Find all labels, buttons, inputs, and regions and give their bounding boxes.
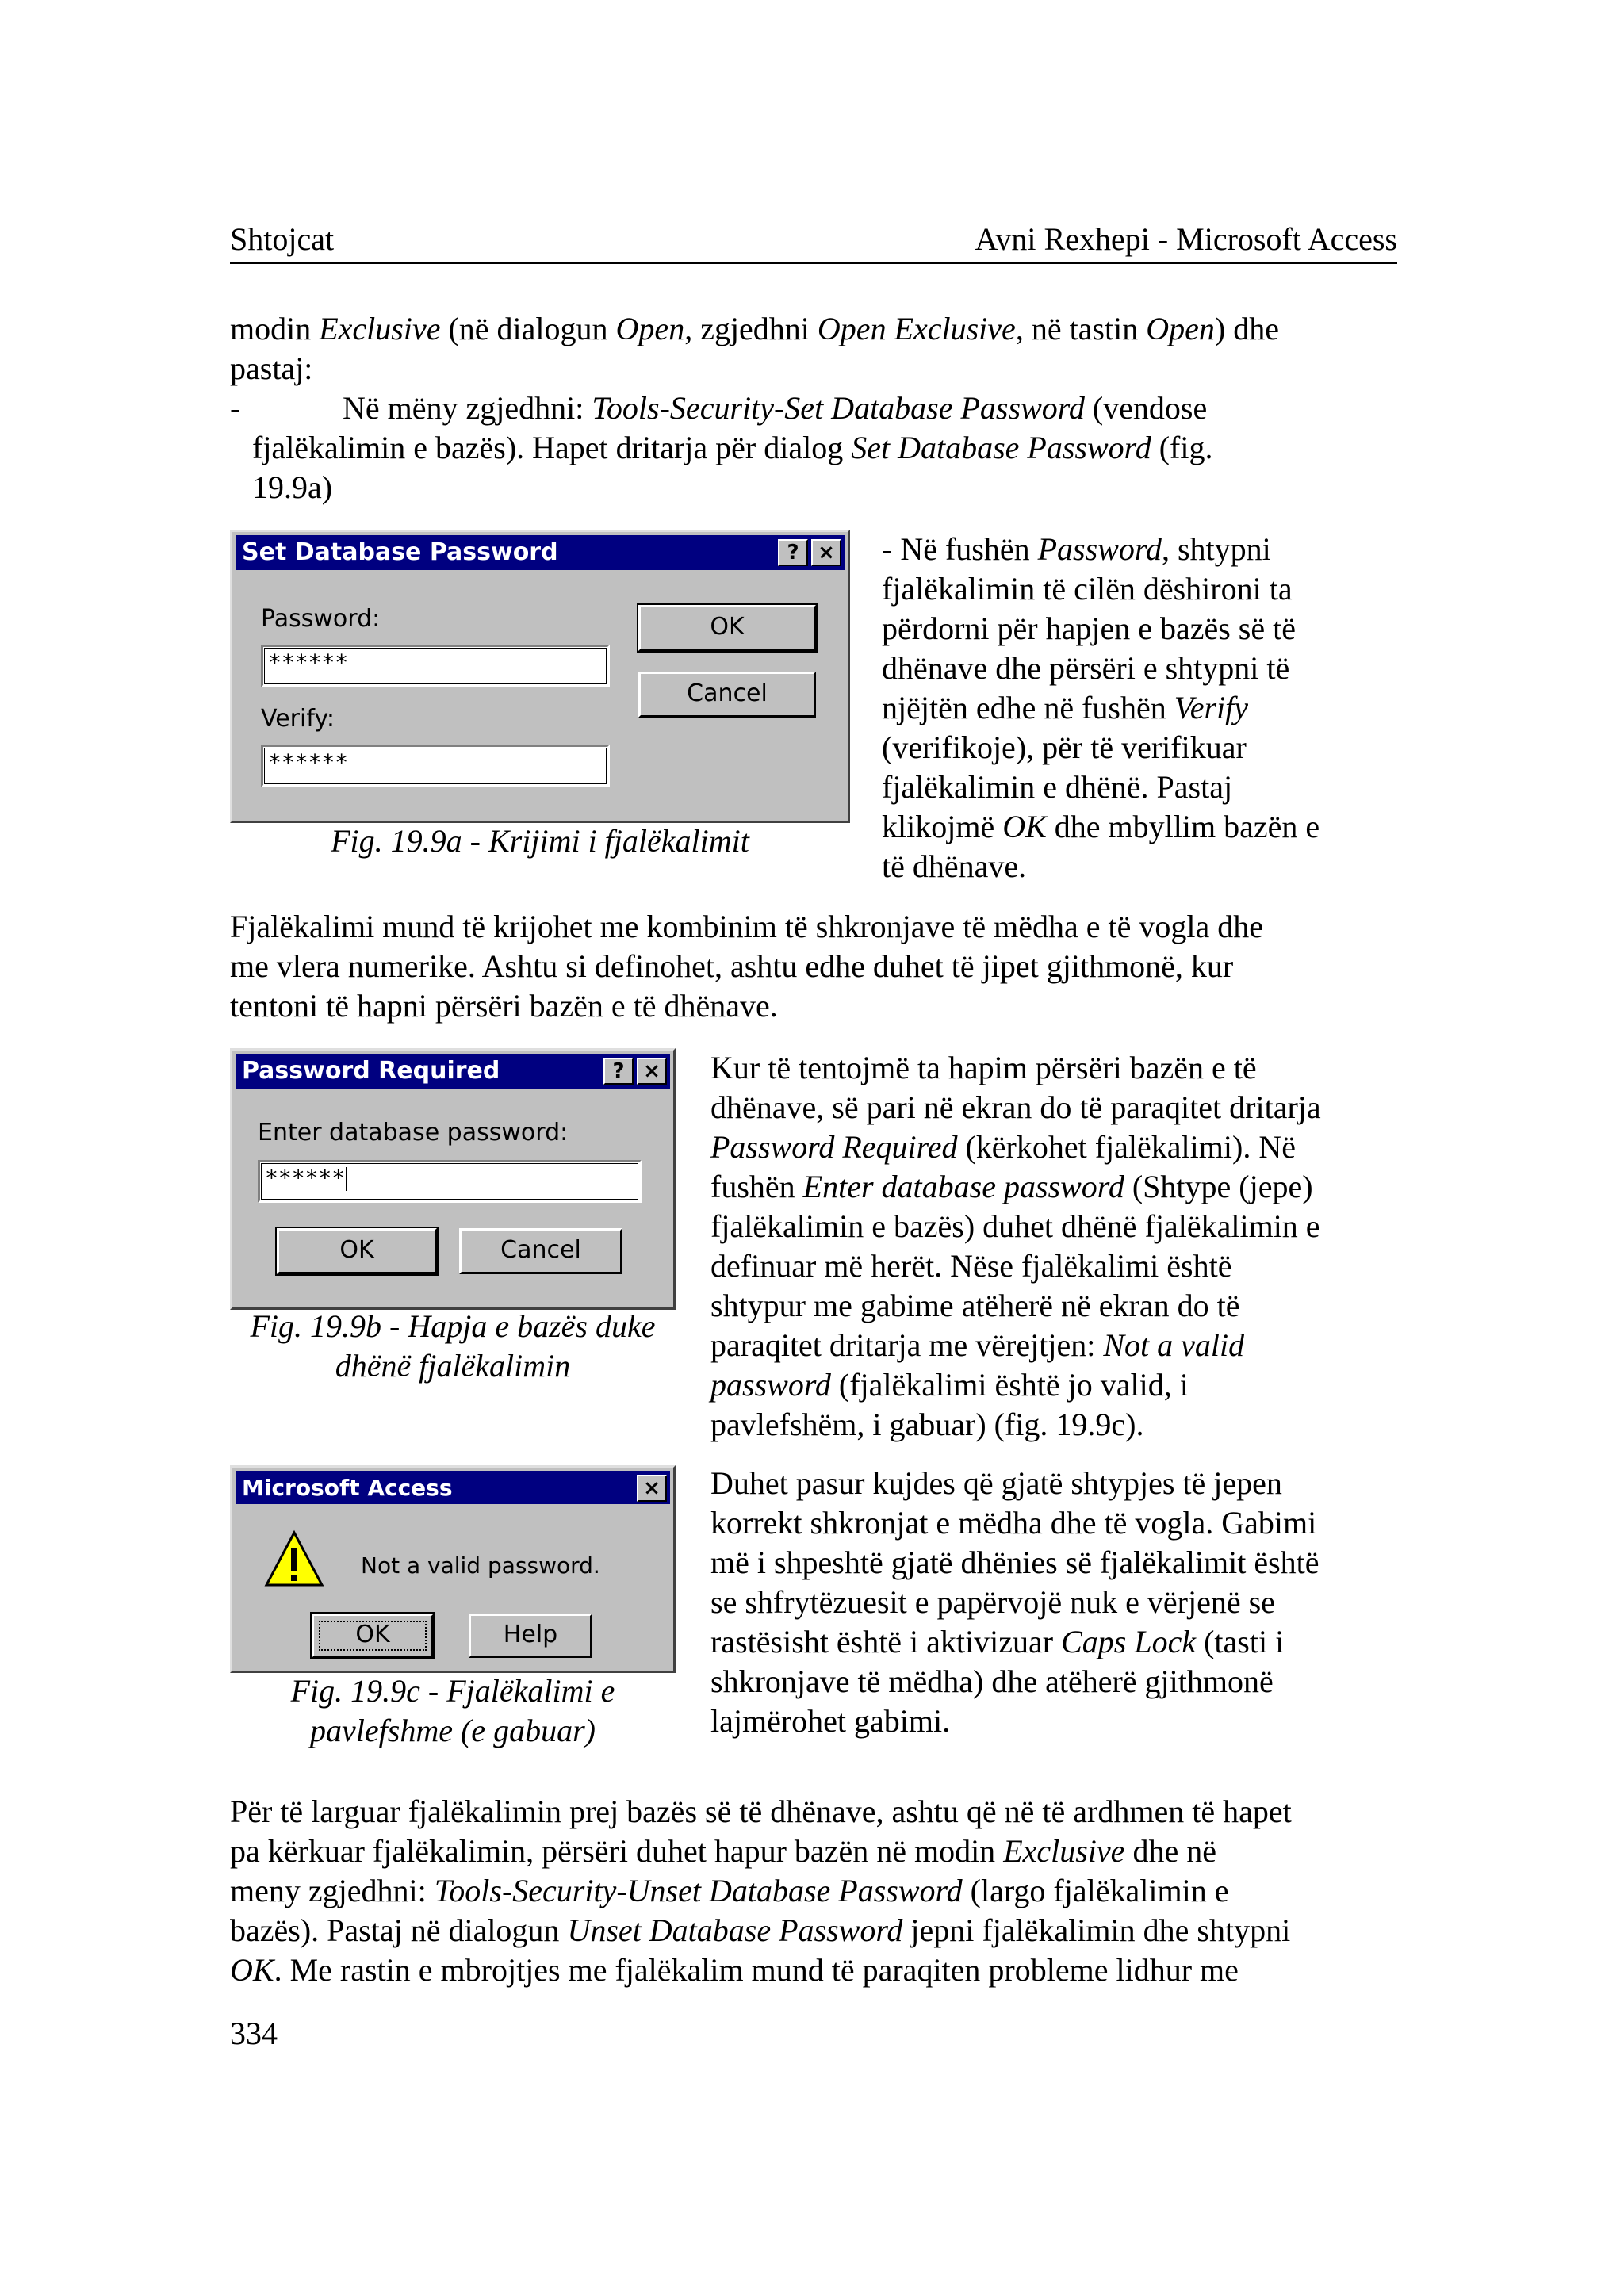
caption-b: Fig. 19.9b - Hapja e bazës duke dhënë fjalëkalimin bbox=[250, 1308, 656, 1384]
ok-button[interactable]: OK bbox=[312, 1614, 434, 1658]
verify-label: Verify: bbox=[261, 705, 335, 733]
dialog-c-titlebar bbox=[236, 1471, 670, 1504]
caption-c: Fig. 19.9c - Fjalëkalimi e pavlefshme (e gabuar) bbox=[290, 1673, 615, 1748]
intro-line-2: pastaj: bbox=[230, 350, 313, 386]
set-database-password-dialog bbox=[230, 530, 850, 823]
side-b-text: Kur të tentojmë ta hapim përsëri bazën e të dhënave, së pari në ekran do të paraqitet dritarja Password Required (kërkohet fjalëkalimi). Në fushën Enter database password (Shtype (jepe) fjalëkalimin e bazës) duhet dhënë fjalëkalimin e definuar më herët. Nëse fjalëkalimi është shtypur me gabime atëherë në ekran do të paraqitet dritarja me vërejtjen: Not a valid password (fjalëkalimi është jo valid, i pavlefshëm, i gabuar) (fig. 19.9c). bbox=[710, 1050, 1321, 1442]
side-c-text: Duhet pasur kujdes që gjatë shtypjes të jepen korrekt shkronjat e mëdha dhe të vogla. Gabimi më i shpeshtë gjatë dhënies së fjalëkalimit është se shfrytëzuesit e papërvojë nuk e vërjenë se rastësisht është i aktivizuar Caps Lock (tasti i shkronjave të mëdha) dhe atëherë gjithmonë lajmërohet gabimi. bbox=[710, 1465, 1320, 1739]
header-rule bbox=[230, 262, 1397, 264]
dialog-b-titlebar bbox=[236, 1054, 670, 1089]
database-password-field[interactable]: ****** bbox=[258, 1160, 642, 1203]
page-number: 334 bbox=[230, 2015, 278, 2051]
cancel-button[interactable]: Cancel bbox=[459, 1228, 622, 1274]
caption-a: Fig. 19.9a - Krijimi i fjalëkalimit bbox=[331, 823, 749, 859]
text-caret bbox=[346, 1167, 347, 1191]
cancel-button[interactable]: Cancel bbox=[638, 672, 816, 718]
verify-field[interactable]: ****** bbox=[261, 745, 610, 787]
help-button[interactable]: ? bbox=[603, 1058, 634, 1085]
dialog-a-title: Set Database Password bbox=[242, 538, 558, 566]
paragraph-3: Për të larguar fjalëkalimin prej bazës së të dhënave, ashtu që në të ardhmen të hapet pa kërkuar fjalëkalimin, përsëri duhet hapur bazën në modin Exclusive dhe në meny zgjedhni: Tools-Security-Unset Database Password (largo fjalëkalimin e bazës). Pastaj në dialogun Unset Database Password jepni fjalëkalimin dhe shtypni OK. Me rastin e mbrojtjes me fjalëkalim mund të paraqiten probleme lidhur me bbox=[230, 1793, 1292, 1988]
enter-password-label: Enter database password: bbox=[258, 1119, 569, 1146]
ok-button[interactable]: OK bbox=[277, 1228, 437, 1274]
bullet-line-1: Në mëny zgjedhni: Tools-Security-Set Database Password (vendose bbox=[343, 390, 1208, 426]
warning-icon bbox=[264, 1529, 324, 1590]
password-label: Password: bbox=[261, 605, 381, 633]
help-text-button[interactable]: Help bbox=[469, 1614, 592, 1658]
side-a-text: - Në fushën Password, shtypni fjalëkalimin të cilën dëshironi ta përdorni për hapjen e bazës së të dhënave dhe përsëri e shtypni të njëjtën edhe në fushën Verify (verifikoje), për të verifikuar fjalëkalimin e dhënë. Pastaj klikojmë OK dhe mbyllim bazën e të dhënave. bbox=[882, 531, 1320, 884]
header-right: Avni Rexhepi - Microsoft Access bbox=[975, 221, 1397, 257]
dialog-a-titlebar bbox=[236, 535, 845, 570]
close-button[interactable]: × bbox=[637, 1475, 667, 1502]
error-message: Not a valid password. bbox=[361, 1552, 600, 1579]
intro-line-1: modin Exclusive (në dialogun Open, zgjedhni Open Exclusive, në tastin Open) dhe bbox=[230, 311, 1279, 346]
bullet-line-3: 19.9a) bbox=[252, 469, 333, 505]
microsoft-access-error-dialog bbox=[230, 1465, 676, 1673]
close-button[interactable]: × bbox=[637, 1058, 667, 1085]
header-left: Shtojcat bbox=[230, 221, 335, 257]
bullet-dash: - bbox=[230, 390, 241, 426]
dialog-b-title: Password Required bbox=[242, 1057, 500, 1085]
bullet-line-2: fjalëkalimin e bazës). Hapet dritarja për dialog Set Database Password (fig. bbox=[252, 430, 1213, 465]
password-required-dialog bbox=[230, 1048, 676, 1310]
ok-button[interactable]: OK bbox=[638, 605, 816, 651]
dialog-c-title: Microsoft Access bbox=[242, 1475, 453, 1501]
paragraph-2: Fjalëkalimi mund të krijohet me kombinim të shkronjave të mëdha e të vogla dhe me vlera numerike. Ashtu si definohet, ashtu edhe duhet të jipet gjithmonë, kur tentoni të hapni përsëri bazën e të dhënave. bbox=[230, 909, 1264, 1024]
close-button[interactable]: × bbox=[811, 539, 841, 566]
help-button[interactable]: ? bbox=[778, 539, 808, 566]
password-field[interactable]: ****** bbox=[261, 645, 610, 687]
